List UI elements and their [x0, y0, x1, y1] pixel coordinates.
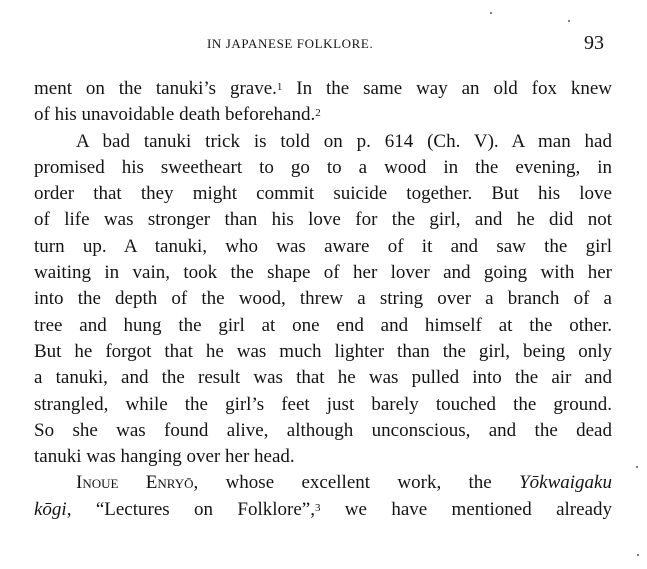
footnote-ref: 1: [276, 81, 283, 93]
text-line: [34, 497, 612, 523]
text-segment: , whose excellent work, the: [193, 472, 520, 494]
footnote-ref: 3: [314, 501, 321, 514]
text-line: [34, 76, 612, 102]
text-line: turn up. A tanuki, who was aware of it and saw the girl: [34, 235, 612, 257]
scan-speck: [636, 466, 638, 468]
text-segment: ment on the tanuki’s grave.: [34, 78, 277, 99]
scan-speck: [490, 12, 492, 14]
book-title: Yōkwaigaku: [519, 472, 612, 494]
text-line: a tanuki, and the result was that he was pulled into the air and: [34, 367, 612, 389]
text-line: tree and hung the girl at one end and himself at the other.: [34, 314, 612, 336]
text-segment: of his unavoidable death beforehand.: [34, 104, 316, 126]
text-line: [34, 102, 612, 128]
text-line: tanuki was hanging over her head.: [34, 446, 295, 468]
text-line: waiting in vain, took the shape of her lover and going with her: [34, 262, 612, 284]
text-line: A bad tanuki trick is told on p. 614 (Ch. V). A man had: [76, 130, 612, 152]
text-segment: In the same way an old fox knew: [282, 78, 612, 99]
author-name: Inoue Enryō: [76, 472, 194, 494]
scan-speck: [568, 20, 570, 22]
text-line: strangled, while the girl’s feet just barely touched the ground.: [34, 393, 612, 415]
book-title: kōgi: [34, 498, 67, 520]
footnote-ref: 2: [315, 107, 321, 120]
text-line: So she was found alive, although unconscious, and the dead: [34, 419, 612, 441]
text-line: But he forgot that he was much lighter than the girl, being only: [34, 340, 612, 362]
running-head: [0, 32, 647, 56]
text-segment: we have mentioned already: [320, 498, 613, 520]
text-line: of life was stronger than his love for the girl, and he did not: [34, 209, 612, 231]
text-line: order that they might commit suicide together. But his love: [34, 183, 612, 205]
running-title: IN JAPANESE FOLKLORE.: [207, 36, 374, 51]
scan-speck: [637, 554, 639, 556]
body-text: [34, 76, 612, 523]
page-number: 93: [584, 32, 604, 54]
text-segment: , “Lectures on Folklore”,: [66, 498, 315, 520]
text-line: promised his sweetheart to go to a wood in the evening, in: [34, 156, 612, 178]
text-line: into the depth of the wood, threw a string over a branch of a: [34, 288, 612, 310]
text-line: [34, 470, 612, 496]
